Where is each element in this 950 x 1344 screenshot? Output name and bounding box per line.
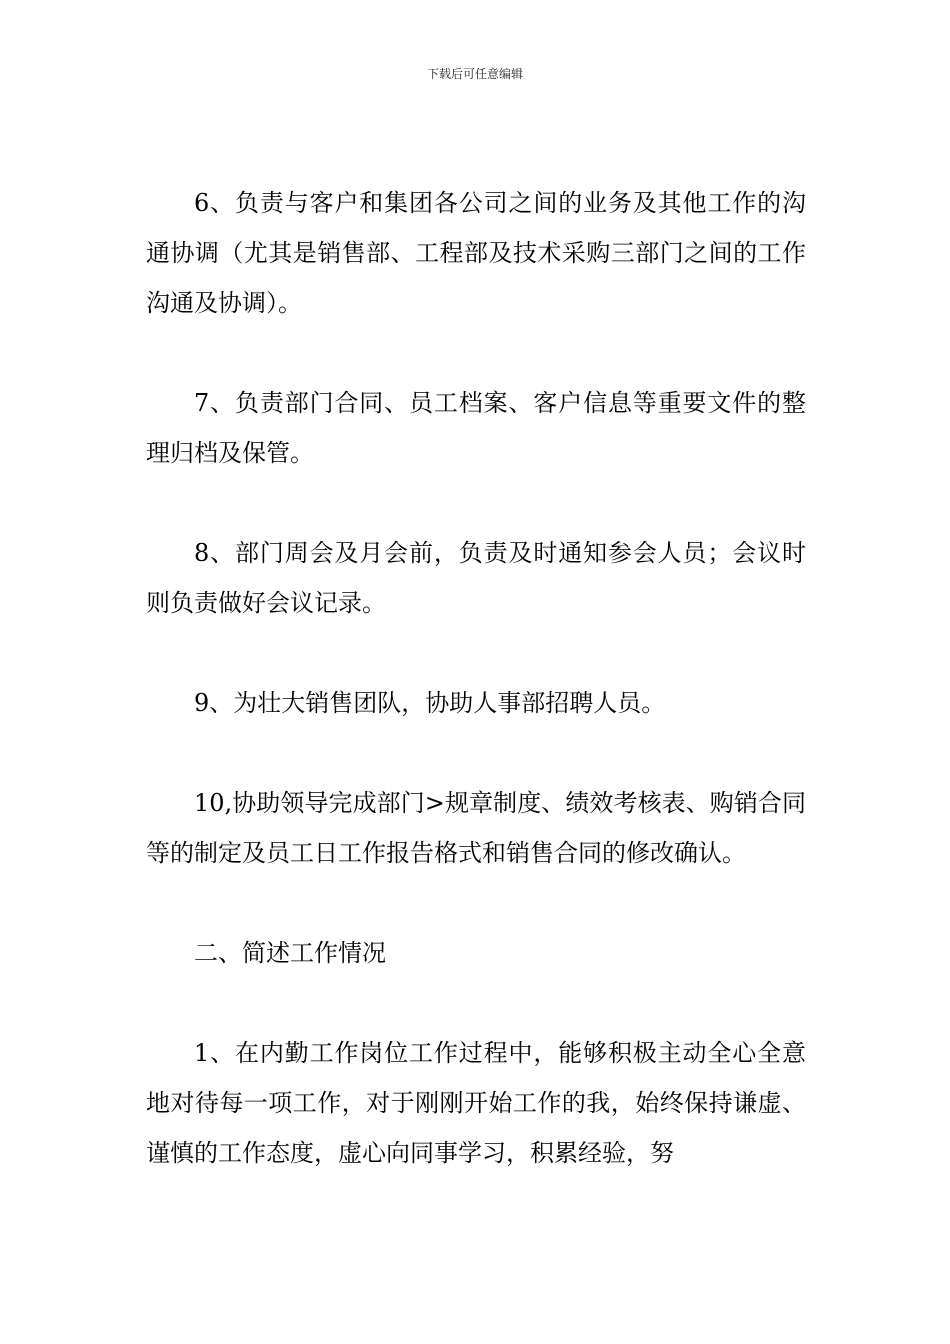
- section-heading: 二、简述工作情况: [194, 939, 386, 967]
- paragraph-item-9: 9、为壮大销售团队，协助人事部招聘人员。: [194, 689, 666, 717]
- paragraph-item-10: 10,协助领导完成部门>规章制度、绩效考核表、购销合同等的制定及员工日工作报告格式和销售合同的修改确认。: [146, 789, 806, 867]
- paragraph-item-7: 7、负责部门合同、员工档案、客户信息等重要文件的整理归档及保管。: [146, 389, 806, 467]
- paragraph-work-1: 1、在内勤工作岗位工作过程中，能够积极主动全心全意地对待每一项工作，对于刚刚开始工作的我，始终保持谦虚、谨慎的工作态度，虚心向同事学习，积累经验，努: [146, 1039, 806, 1167]
- page-header-note: 下载后可任意编辑: [426, 67, 523, 81]
- paragraph-item-6: 6、负责与客户和集团各公司之间的业务及其他工作的沟通协调（尤其是销售部、工程部及技术采购三部门之间的工作沟通及协调）。: [146, 189, 806, 317]
- paragraph-item-8: 8、部门周会及月会前，负责及时通知参会人员；会议时则负责做好会议记录。: [146, 539, 806, 617]
- document-body: [146, 178, 806, 1228]
